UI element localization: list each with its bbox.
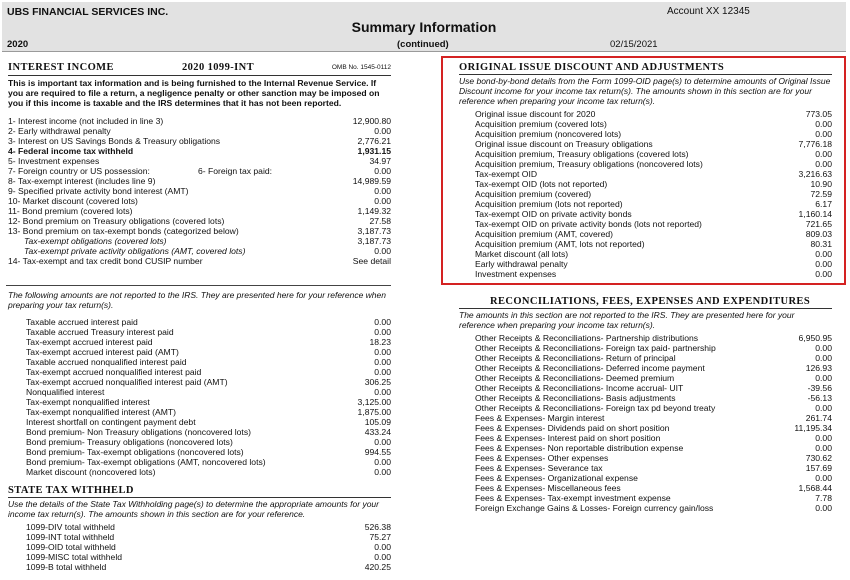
- list-item: Other Receipts & Reconciliations- Deemed premium 0.00: [475, 373, 832, 383]
- list-item: Other Receipts & Reconciliations- Partnership distributions 6,950.95: [475, 333, 832, 343]
- statement-date: 02/15/2021: [610, 39, 658, 50]
- not-reported-note: The following amounts are not reported to the IRS. They are presented here for your reference when preparing your tax return(s).: [8, 290, 386, 310]
- section-rule: [459, 74, 832, 75]
- interest-row-12: 12- Bond premium on Treasury obligations (covered lots) 27.58: [8, 216, 391, 226]
- list-item: Other Receipts & Reconciliations- Foreign tax pd beyond treaty 0.00: [475, 403, 832, 413]
- omb-number: OMB No. 1545-0112: [331, 64, 391, 71]
- list-item: Interest shortfall on contingent payment debt 105.09: [26, 417, 391, 427]
- list-item: Nonqualified interest 0.00: [26, 387, 391, 397]
- interest-row-13b: Tax-exempt private activity obligations (AMT, covered lots) 0.00: [24, 246, 391, 256]
- list-item: Tax-exempt nonqualified interest (AMT) 1,875.00: [26, 407, 391, 417]
- list-item: Tax-exempt accrued nonqualified interest paid 0.00: [26, 367, 391, 377]
- list-item: Bond premium- Tax-exempt obligations (AMT, noncovered lots) 0.00: [26, 457, 391, 467]
- list-item: Market discount (all lots) 0.00: [475, 249, 832, 259]
- interest-row-10: 10- Market discount (covered lots) 0.00: [8, 196, 391, 206]
- interest-row-13: 13- Bond premium on tax-exempt bonds (categorized below) 3,187.73: [8, 226, 391, 236]
- list-item: Tax-exempt nonqualified interest 3,125.00: [26, 397, 391, 407]
- list-item: Original issue discount on Treasury obligations 7,776.18: [475, 139, 832, 149]
- interest-income-heading: INTEREST INCOME: [8, 62, 114, 73]
- form-name: 2020 1099-INT: [182, 62, 254, 73]
- list-item: Tax-exempt OID (lots not reported) 10.90: [475, 179, 832, 189]
- list-item: Bond premium- Non Treasury obligations (noncovered lots) 433.24: [26, 427, 391, 437]
- list-item: 1099-MISC total withheld 0.00: [26, 552, 391, 562]
- tax-year: 2020: [7, 39, 29, 50]
- state-tax-rows: [8, 522, 391, 572]
- interest-rows: [8, 116, 391, 266]
- interest-row-8: 8- Tax-exempt interest (includes line 9) 14,989.59: [8, 176, 391, 186]
- list-item: Taxable accrued interest paid 0.00: [26, 317, 391, 327]
- list-item: Tax-exempt accrued interest paid (AMT) 0.00: [26, 347, 391, 357]
- list-item: Fees & Expenses- Interest paid on short position 0.00: [475, 433, 832, 443]
- list-item: Acquisition premium (AMT, lots not reported) 80.31: [475, 239, 832, 249]
- list-item: Acquisition premium (AMT, covered) 809.03: [475, 229, 832, 239]
- list-item: Other Receipts & Reconciliations- Return of principal 0.00: [475, 353, 832, 363]
- interest-row-11: 11- Bond premium (covered lots) 1,149.32: [8, 206, 391, 216]
- interest-income-section: [8, 62, 391, 266]
- state-tax-note: Use the details of the State Tax Withholding page(s) to determine the appropriate amounts for your income tax return(s). The amounts shown in this section are for your reference.: [8, 499, 379, 519]
- list-item: Acquisition premium, Treasury obligations (noncovered lots) 0.00: [475, 159, 832, 169]
- interest-row-1: 1- Interest income (not included in line 3) 12,900.80: [8, 116, 391, 126]
- list-item: Fees & Expenses- Miscellaneous fees 1,568.44: [475, 483, 832, 493]
- list-item: Investment expenses 0.00: [475, 269, 832, 279]
- list-item: Fees & Expenses- Margin interest 261.74: [475, 413, 832, 423]
- list-item: Market discount (noncovered lots) 0.00: [26, 467, 391, 477]
- list-item: Tax-exempt accrued nonqualified interest paid (AMT) 306.25: [26, 377, 391, 387]
- list-item: Fees & Expenses- Dividends paid on short position 11,195.34: [475, 423, 832, 433]
- interest-row-14: 14- Tax-exempt and tax credit bond CUSIP number See detail: [8, 256, 391, 266]
- interest-row-5: 5- Investment expenses 34.97: [8, 156, 391, 166]
- reconciliations-heading: RECONCILIATIONS, FEES, EXPENSES AND EXPENDITURES: [490, 296, 811, 307]
- list-item: 1099-DIV total withheld 526.38: [26, 522, 391, 532]
- list-item: Early withdrawal penalty 0.00: [475, 259, 832, 269]
- section-rule: [8, 497, 391, 498]
- continued-label: (continued): [397, 39, 449, 50]
- list-item: Other Receipts & Reconciliations- Foreign tax paid- partnership 0.00: [475, 343, 832, 353]
- interest-row-13a: Tax-exempt obligations (covered lots) 3,187.73: [24, 236, 391, 246]
- list-item: Other Receipts & Reconciliations- Basis adjustments -56.13: [475, 393, 832, 403]
- list-item: 1099-B total withheld 420.25: [26, 562, 391, 572]
- section-rule: [8, 75, 391, 76]
- list-item: Other Receipts & Reconciliations- Income accrual- UIT -39.56: [475, 383, 832, 393]
- list-item: Fees & Expenses- Organizational expense 0.00: [475, 473, 832, 483]
- list-item: Foreign Exchange Gains & Losses- Foreign currency gain/loss 0.00: [475, 503, 832, 513]
- list-item: Bond premium- Tax-exempt obligations (noncovered lots) 994.55: [26, 447, 391, 457]
- list-item: Tax-exempt OID 3,216.63: [475, 169, 832, 179]
- reconciliations-section: [459, 296, 832, 513]
- list-item: Acquisition premium (noncovered lots) 0.00: [475, 129, 832, 139]
- state-tax-section: [8, 485, 391, 572]
- page-title: Summary Information: [351, 19, 497, 35]
- not-reported-section: [8, 290, 391, 477]
- interest-row-9: 9- Specified private activity bond interest (AMT) 0.00: [8, 186, 391, 196]
- state-tax-heading: STATE TAX WITHHELD: [8, 485, 134, 496]
- section-rule: [459, 308, 832, 309]
- interest-row-2: 2- Early withdrawal penalty 0.00: [8, 126, 391, 136]
- reconciliations-rows: [459, 333, 832, 513]
- interest-row-4: 4- Federal income tax withheld 1,931.15: [8, 146, 391, 156]
- list-item: Bond premium- Treasury obligations (noncovered lots) 0.00: [26, 437, 391, 447]
- interest-row-3: 3- Interest on US Savings Bonds & Treasury obligations 2,776.21: [8, 136, 391, 146]
- list-item: Tax-exempt accrued interest paid 18.23: [26, 337, 391, 347]
- list-item: Other Receipts & Reconciliations- Deferred income payment 126.93: [475, 363, 832, 373]
- list-item: Acquisition premium (covered) 72.59: [475, 189, 832, 199]
- list-item: Original issue discount for 2020 773.05: [475, 109, 832, 119]
- divider: [6, 285, 391, 286]
- irs-notice: This is important tax information and is being furnished to the Internal Revenue Service. If you are required to file a return, a negligence penalty or other sanction may be imposed on you if this income is taxable and the IRS determines that it has not been reported.: [8, 78, 380, 108]
- list-item: Tax-exempt OID on private activity bonds (lots not reported) 721.65: [475, 219, 832, 229]
- list-item: Fees & Expenses- Severance tax 157.69: [475, 463, 832, 473]
- oid-section: [459, 62, 832, 279]
- list-item: Acquisition premium (covered lots) 0.00: [475, 119, 832, 129]
- page-header: [2, 2, 846, 52]
- interest-row-7: 7- Foreign country or US possession: 6- Foreign tax paid: 0.00: [8, 166, 391, 176]
- list-item: 1099-OID total withheld 0.00: [26, 542, 391, 552]
- not-reported-rows: [8, 317, 391, 477]
- list-item: Fees & Expenses- Tax-exempt investment expense 7.78: [475, 493, 832, 503]
- list-item: Fees & Expenses- Non reportable distribution expense 0.00: [475, 443, 832, 453]
- list-item: Fees & Expenses- Other expenses 730.62: [475, 453, 832, 463]
- list-item: Acquisition premium, Treasury obligations (covered lots) 0.00: [475, 149, 832, 159]
- list-item: Tax-exempt OID on private activity bonds 1,160.14: [475, 209, 832, 219]
- list-item: Taxable accrued Treasury interest paid 0.00: [26, 327, 391, 337]
- reconciliations-note: The amounts in this section are not reported to the IRS. They are presented here for your reference when preparing your income tax return(s).: [459, 310, 795, 330]
- oid-heading: ORIGINAL ISSUE DISCOUNT AND ADJUSTMENTS: [459, 62, 725, 73]
- account-number: Account XX 12345: [667, 6, 750, 17]
- list-item: 1099-INT total withheld 75.27: [26, 532, 391, 542]
- list-item: Taxable accrued nonqualified interest paid 0.00: [26, 357, 391, 367]
- list-item: Acquisition premium (lots not reported) 6.17: [475, 199, 832, 209]
- company-name: UBS FINANCIAL SERVICES INC.: [7, 6, 169, 18]
- oid-rows: [459, 109, 832, 279]
- oid-note: Use bond-by-bond details from the Form 1099-OID page(s) to determine amounts of Original Issue Discount income for your income tax return(s). The amounts shown in this section are for your reference when preparing your income tax return(s).: [459, 76, 831, 106]
